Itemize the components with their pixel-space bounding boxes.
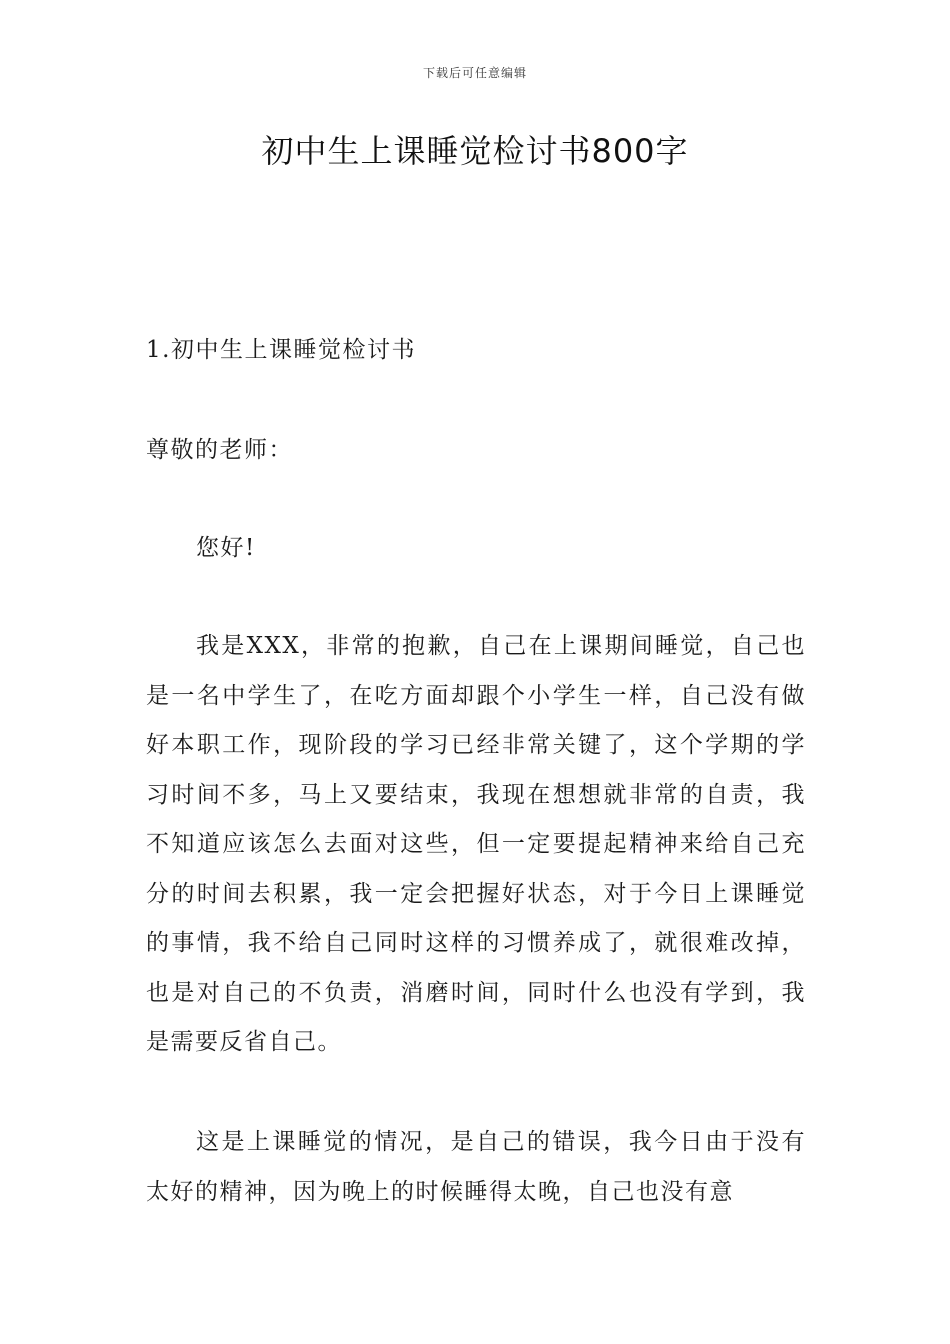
- header-note: 下载后可任意编辑: [422, 66, 527, 80]
- section-heading: 1.初中生上课睡觉检讨书: [146, 337, 416, 363]
- page-title: 初中生上课睡觉检讨书800字: [261, 132, 689, 170]
- body-paragraph: 我是XXX，非常的抱歉，自己在上课期间睡觉，自己也是一名中学生了，在吃方面却跟个小学生一样，自己没有做好本职工作，现阶段的学习已经非常关键了，这个学期的学习时间不多，马上又要结束，我现在想想就非常的自责，我不知道应该怎么去面对这些，但一定要提起精神来给自己充分的时间去积累，我一定会把握好状态，对于今日上课睡觉的事情，我不给自己同时这样的习惯养成了，就很难改掉，也是对自己的不负责，消磨时间，同时什么也没有学到，我是需要反省自己。: [146, 633, 806, 1055]
- salutation: 尊敬的老师：: [146, 437, 293, 463]
- body-paragraph: 这是上课睡觉的情况，是自己的错误，我今日由于没有太好的精神，因为晚上的时候睡得太晚，自己也没有意: [146, 1129, 806, 1205]
- greeting: 您好!: [196, 535, 256, 561]
